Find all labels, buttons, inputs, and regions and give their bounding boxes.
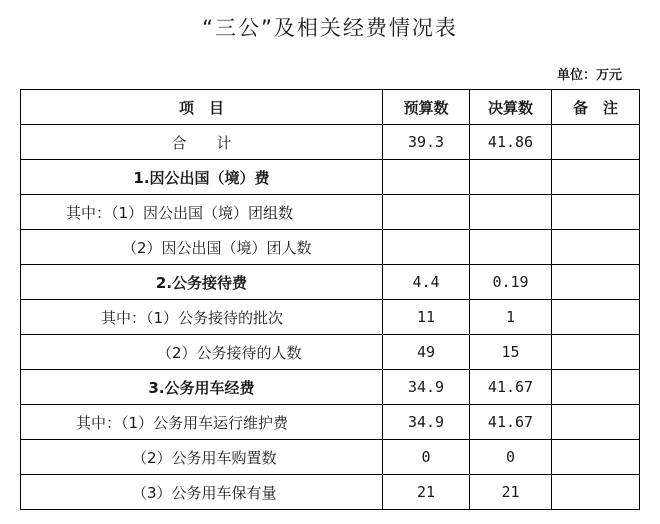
final-cell: 0 [470, 440, 552, 475]
unit-label: 单位：万元 [556, 68, 622, 83]
budget-cell: 0 [383, 440, 470, 475]
table-row [21, 300, 640, 335]
final-cell: 41.67 [470, 370, 552, 405]
remark-cell [552, 125, 640, 160]
budget-cell [383, 160, 470, 195]
expense-table [20, 89, 640, 510]
table-row [21, 265, 640, 300]
budget-cell [383, 195, 470, 230]
remark-cell [552, 440, 640, 475]
final-cell: 41.86 [470, 125, 552, 160]
row-label: 其中：（1）公务接待的批次 [21, 300, 383, 335]
remark-cell [552, 195, 640, 230]
table-header-row [21, 90, 640, 125]
final-cell: 1 [470, 300, 552, 335]
row-label: （2）公务接待的人数 [21, 335, 383, 370]
row-label: （2）因公出国（境）团人数 [21, 230, 383, 265]
final-cell [470, 230, 552, 265]
remark-cell [552, 475, 640, 510]
table-row [21, 405, 640, 440]
header-budget: 预算数 [383, 90, 470, 125]
remark-cell [552, 265, 640, 300]
table-row [21, 195, 640, 230]
budget-cell: 34.9 [383, 405, 470, 440]
table-row [21, 370, 640, 405]
table-row [21, 160, 640, 195]
final-cell: 0.19 [470, 265, 552, 300]
remark-cell [552, 230, 640, 265]
table-row [21, 475, 640, 510]
header-item: 项 目 [21, 90, 383, 125]
budget-cell [383, 230, 470, 265]
budget-cell: 4.4 [383, 265, 470, 300]
row-label: 其中：（1）公务用车运行维护费 [21, 405, 383, 440]
row-label: （2）公务用车购置数 [21, 440, 383, 475]
budget-cell: 39.3 [383, 125, 470, 160]
table-row [21, 230, 640, 265]
table-row [21, 440, 640, 475]
budget-cell: 11 [383, 300, 470, 335]
budget-cell: 49 [383, 335, 470, 370]
row-label: 3.公务用车经费 [21, 370, 383, 405]
row-label: （3）公务用车保有量 [21, 475, 383, 510]
row-label: 2.公务接待费 [21, 265, 383, 300]
final-cell: 21 [470, 475, 552, 510]
remark-cell [552, 405, 640, 440]
table-row [21, 335, 640, 370]
row-label: 1.因公出国（境）费 [21, 160, 383, 195]
row-label: 其中：（1）因公出国（境）团组数 [21, 195, 383, 230]
page-title: “三公”及相关经费情况表 [202, 16, 458, 40]
row-label: 合 计 [21, 125, 383, 160]
budget-cell: 34.9 [383, 370, 470, 405]
final-cell: 15 [470, 335, 552, 370]
remark-cell [552, 300, 640, 335]
remark-cell [552, 370, 640, 405]
remark-cell [552, 160, 640, 195]
header-final: 决算数 [470, 90, 552, 125]
header-remark: 备 注 [552, 90, 640, 125]
remark-cell [552, 335, 640, 370]
final-cell: 41.67 [470, 405, 552, 440]
final-cell [470, 195, 552, 230]
final-cell [470, 160, 552, 195]
budget-cell: 21 [383, 475, 470, 510]
table-row [21, 125, 640, 160]
